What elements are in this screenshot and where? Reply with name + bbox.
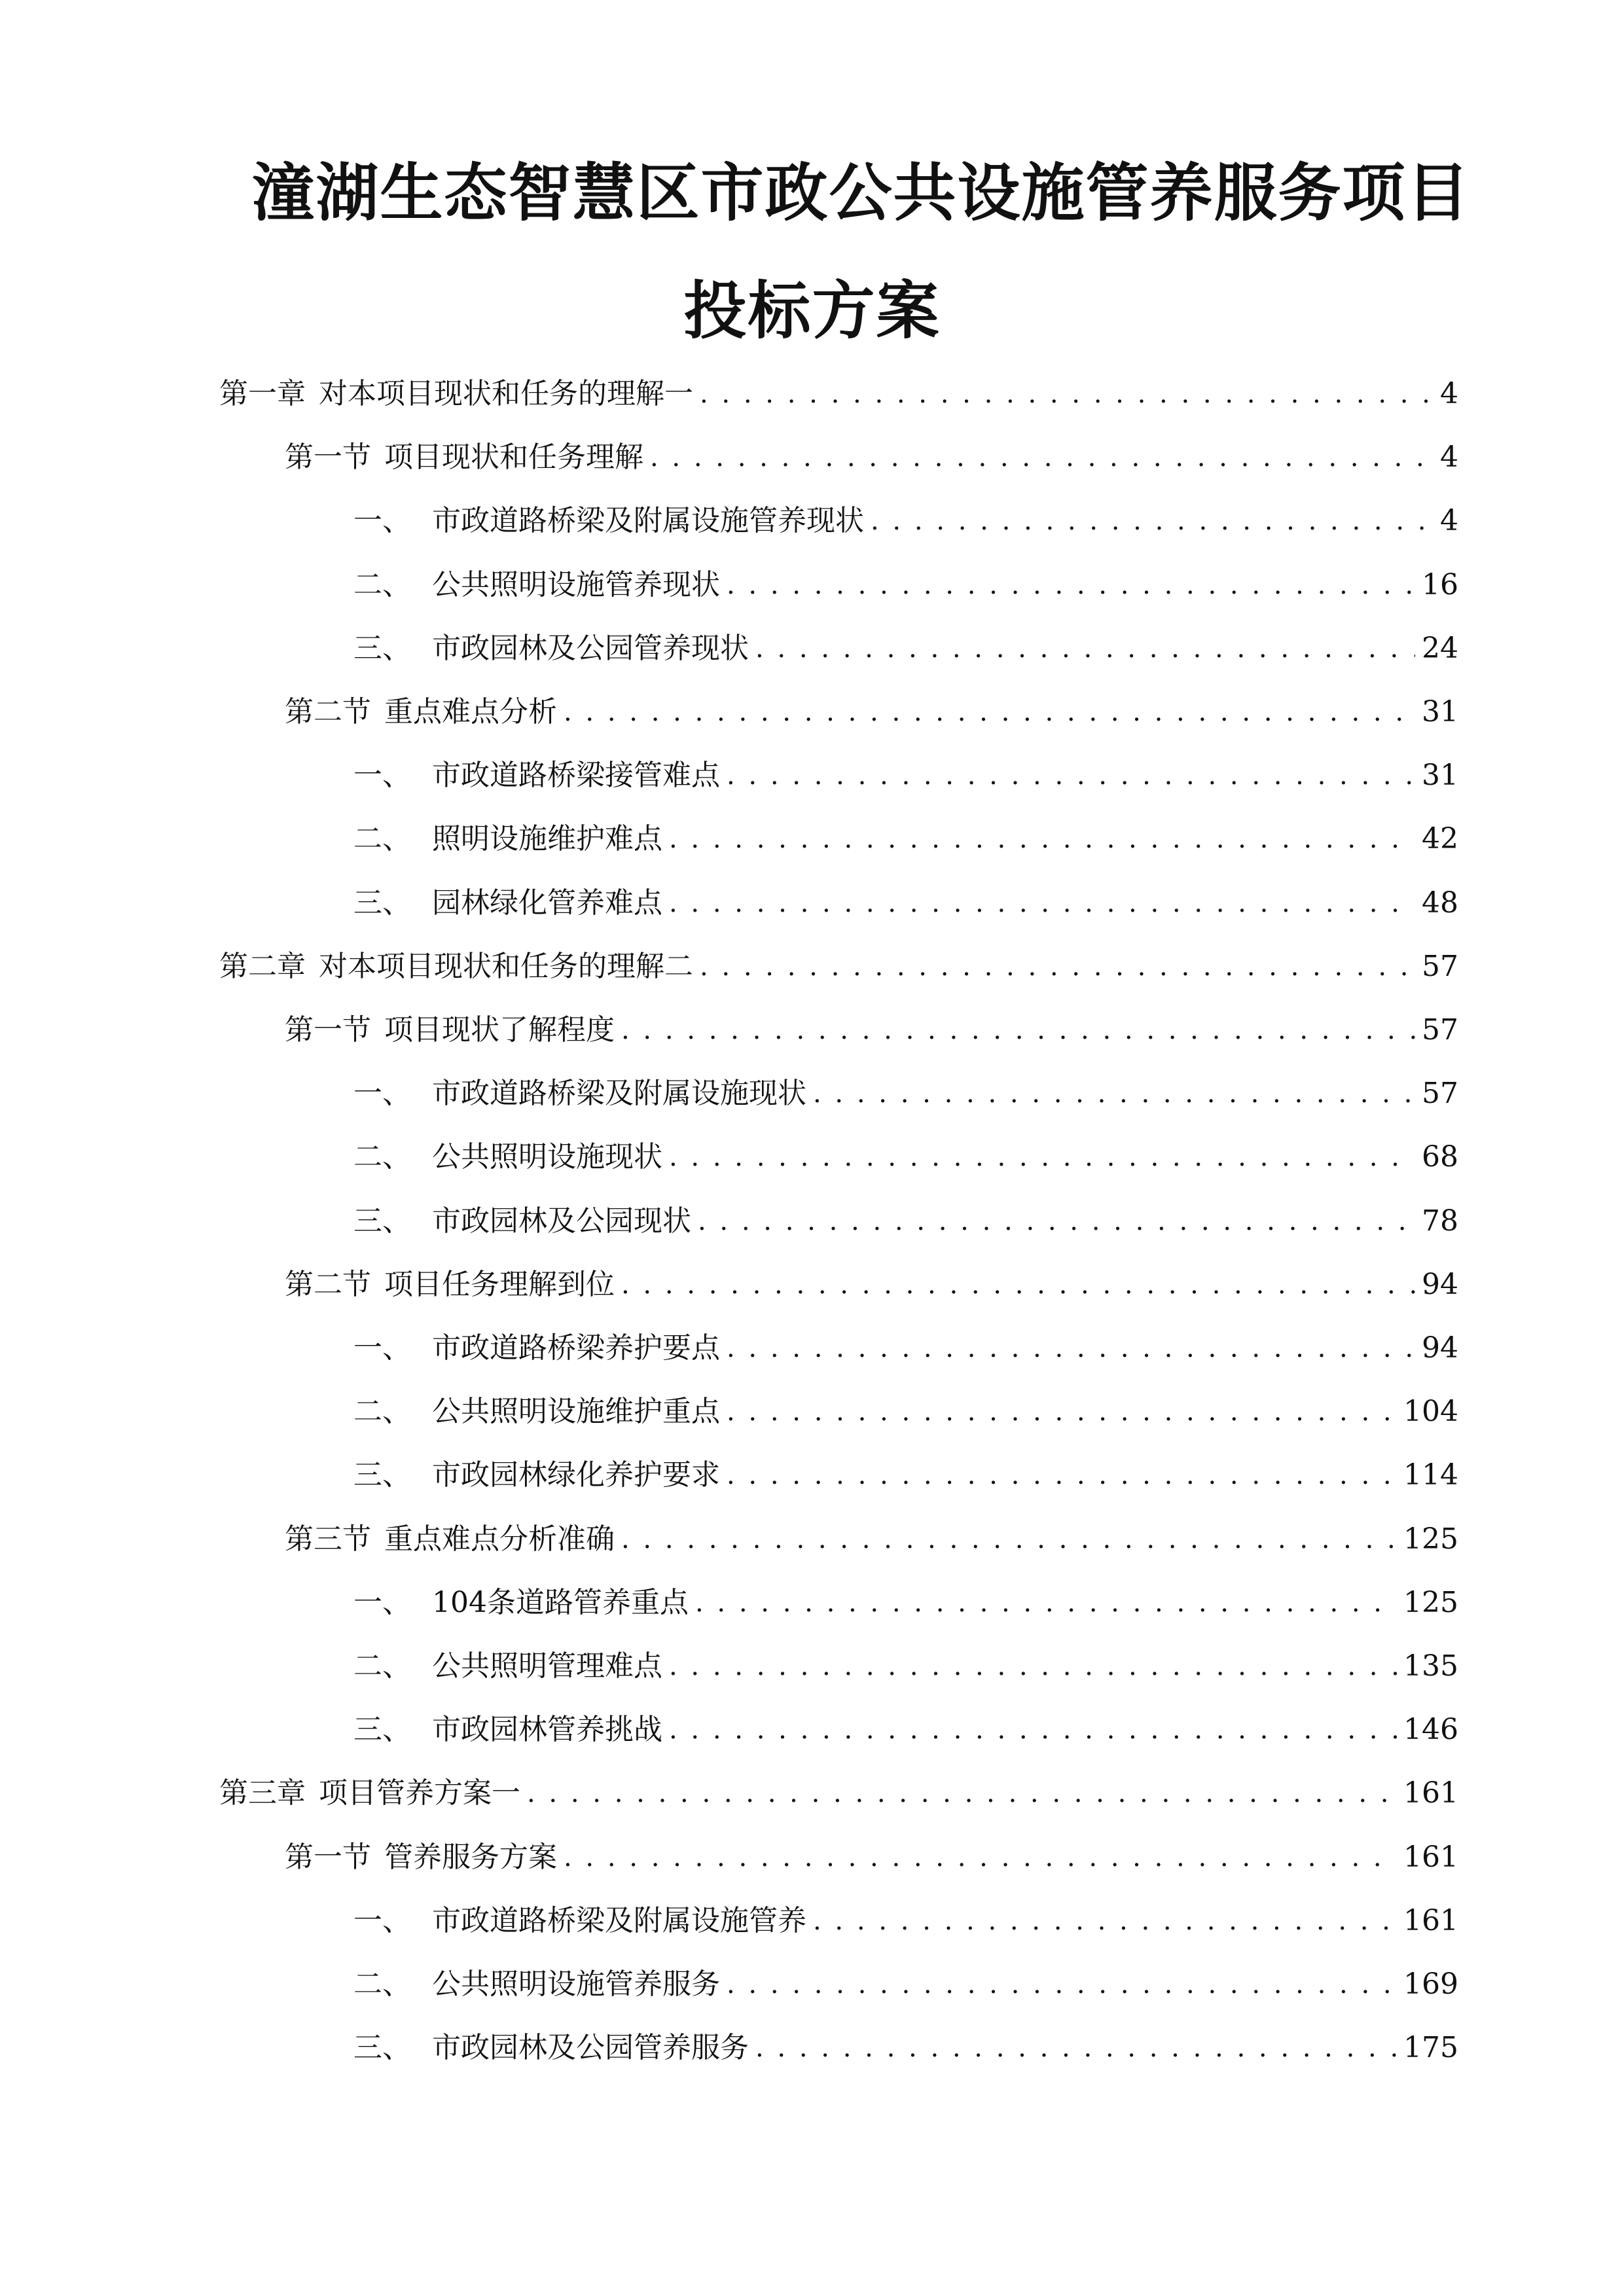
toc-entry[interactable] (353, 1456, 1458, 1495)
toc-entry[interactable] (353, 2028, 1458, 2068)
toc-entry-title: 园林绿化管养难点 (432, 886, 662, 920)
toc-entry-number: 三、 (353, 1458, 411, 1492)
toc-entry-number: 第二节 (285, 695, 371, 728)
toc-entry-number: 第二节 (285, 1267, 371, 1301)
toc-dot-leader (564, 692, 1415, 732)
toc-entry-title: 市政道路桥梁及附属设施管养现状 (432, 504, 864, 538)
toc-entry-page-number: 31 (1422, 759, 1458, 793)
toc-entry-title: 市政园林绿化养护要求 (432, 1458, 720, 1492)
toc-dot-leader (755, 2028, 1397, 2068)
toc-entry-number: 三、 (353, 631, 411, 665)
toc-dot-leader (621, 1011, 1415, 1050)
toc-entry-title: 对本项目现状和任务的理解一 (319, 377, 693, 410)
toc-entry-number: 第一节 (285, 1840, 371, 1874)
toc-dot-leader (727, 1965, 1397, 2004)
toc-entry[interactable] (353, 1138, 1458, 1177)
toc-entry-page-number: 4 (1440, 440, 1458, 475)
toc-entry-title: 管养服务方案 (384, 1840, 557, 1874)
toc-entry-number: 二、 (353, 822, 411, 856)
toc-entry-title: 市政道路桥梁及附属设施现状 (432, 1077, 806, 1111)
toc-entry-title: 公共照明设施现状 (432, 1140, 662, 1174)
toc-entry[interactable] (353, 1392, 1458, 1431)
toc-entry[interactable] (353, 1710, 1458, 1749)
toc-entry-title: 市政道路桥梁及附属设施管养 (432, 1903, 806, 1937)
toc-entry-title: 公共照明设施管养现状 (432, 567, 720, 601)
toc-entry-page-number: 4 (1440, 377, 1458, 410)
toc-entry-title: 104条道路管养重点 (432, 1585, 689, 1619)
toc-entry-title: 市政道路桥梁养护要点 (432, 1331, 720, 1365)
toc-entry-title: 市政道路桥梁接管难点 (432, 759, 720, 793)
toc-entry-number: 一、 (353, 1077, 411, 1111)
toc-entry-number: 三、 (353, 2031, 411, 2065)
toc-entry-number: 三、 (353, 1204, 411, 1238)
toc-entry-title: 重点难点分析准确 (384, 1522, 615, 1556)
toc-entry-page-number: 94 (1422, 1331, 1458, 1365)
toc-entry[interactable] (285, 1520, 1458, 1559)
toc-entry[interactable] (353, 1329, 1458, 1368)
toc-entry-page-number: 78 (1422, 1204, 1458, 1238)
toc-entry[interactable] (353, 1202, 1458, 1241)
toc-entry[interactable] (285, 692, 1458, 732)
toc-dot-leader (564, 1838, 1397, 1877)
toc-entry[interactable] (353, 629, 1458, 668)
toc-entry-page-number: 175 (1403, 2031, 1458, 2065)
toc-entry[interactable] (219, 947, 1458, 986)
toc-entry-page-number: 125 (1403, 1585, 1458, 1619)
document-subtitle: 投标方案 (683, 274, 941, 348)
toc-entry[interactable] (353, 501, 1458, 541)
toc-entry-page-number: 146 (1403, 1713, 1458, 1747)
toc-entry-number: 第三节 (285, 1522, 371, 1556)
toc-entry-page-number: 169 (1403, 1967, 1458, 2001)
toc-entry-title: 项目管养方案一 (319, 1776, 520, 1810)
toc-entry-title: 公共照明管理难点 (432, 1649, 662, 1683)
toc-entry-page-number: 114 (1403, 1458, 1458, 1492)
toc-entry-number: 第一章 (219, 377, 306, 410)
toc-entry-title: 项目现状和任务理解 (384, 440, 643, 475)
toc-entry-page-number: 161 (1403, 1840, 1458, 1874)
toc-entry-number: 第三章 (219, 1776, 306, 1810)
toc-entry-page-number: 42 (1422, 822, 1458, 856)
toc-entry-number: 一、 (353, 504, 411, 538)
toc-entry-number: 一、 (353, 1331, 411, 1365)
toc-dot-leader (813, 1074, 1415, 1113)
toc-dot-leader (700, 947, 1415, 986)
toc-dot-leader (813, 1901, 1397, 1941)
toc-entry[interactable] (353, 884, 1458, 923)
toc-entry[interactable] (353, 1583, 1458, 1623)
toc-dot-leader (700, 374, 1432, 414)
toc-dot-leader (669, 1710, 1397, 1749)
toc-dot-leader (621, 1265, 1415, 1304)
toc-entry-title: 公共照明设施维护重点 (432, 1395, 720, 1429)
toc-entry[interactable] (219, 1774, 1458, 1813)
toc-entry[interactable] (353, 1965, 1458, 2004)
toc-entry-page-number: 135 (1403, 1649, 1458, 1683)
toc-dot-leader (727, 756, 1415, 795)
toc-entry[interactable] (353, 819, 1458, 859)
toc-entry-page-number: 57 (1422, 1013, 1458, 1047)
toc-entry-title: 照明设施维护难点 (432, 822, 662, 856)
toc-entry-page-number: 125 (1403, 1522, 1458, 1556)
toc-dot-leader (727, 565, 1415, 605)
toc-entry-number: 第一节 (285, 1013, 371, 1047)
toc-entry-title: 市政园林及公园管养现状 (432, 631, 749, 665)
toc-entry-page-number: 16 (1422, 567, 1458, 601)
toc-dot-leader (669, 1647, 1397, 1686)
toc-entry-page-number: 31 (1422, 695, 1458, 728)
toc-dot-leader (698, 1202, 1415, 1241)
toc-dot-leader (669, 1138, 1415, 1177)
toc-entry-number: 二、 (353, 1967, 411, 2001)
document-title: 潼湖生态智慧区市政公共设施管养服务项目 (251, 156, 1471, 230)
toc-dot-leader (669, 884, 1415, 923)
toc-entry-number: 三、 (353, 886, 411, 920)
toc-entry-title: 公共照明设施管养服务 (432, 1967, 720, 2001)
toc-entry-number: 一、 (353, 1903, 411, 1937)
toc-entry-number: 第二章 (219, 949, 306, 983)
toc-entry-number: 第一节 (285, 440, 371, 475)
toc-dot-leader (727, 1456, 1397, 1495)
toc-entry[interactable] (219, 374, 1458, 414)
toc-dot-leader (621, 1520, 1397, 1559)
toc-entry[interactable] (353, 1074, 1458, 1113)
toc-entry-page-number: 161 (1403, 1776, 1458, 1810)
toc-entry-page-number: 161 (1403, 1903, 1458, 1937)
toc-entry-title: 市政园林管养挑战 (432, 1713, 662, 1747)
toc-entry-number: 三、 (353, 1713, 411, 1747)
toc-entry-page-number: 57 (1422, 949, 1458, 983)
toc-entry-number: 二、 (353, 1140, 411, 1174)
toc-entry-page-number: 94 (1422, 1267, 1458, 1301)
toc-dot-leader (727, 1392, 1397, 1431)
toc-dot-leader (527, 1774, 1397, 1813)
toc-entry-title: 项目现状了解程度 (384, 1013, 615, 1047)
toc-entry-title: 对本项目现状和任务的理解二 (319, 949, 693, 983)
toc-dot-leader (727, 1329, 1415, 1368)
toc-entry[interactable] (353, 1901, 1458, 1941)
toc-dot-leader (669, 819, 1415, 859)
toc-entry-title: 重点难点分析 (384, 695, 557, 728)
toc-entry-number: 一、 (353, 759, 411, 793)
toc-dot-leader (650, 438, 1432, 477)
toc-entry-title: 市政园林及公园现状 (432, 1204, 691, 1238)
toc-entry[interactable] (285, 1011, 1458, 1050)
toc-entry-number: 二、 (353, 567, 411, 601)
toc-entry-page-number: 24 (1422, 631, 1458, 665)
toc-entry-page-number: 48 (1422, 886, 1458, 920)
toc-entry[interactable] (285, 1838, 1458, 1877)
toc-entry[interactable] (353, 565, 1458, 605)
toc-dot-leader (755, 629, 1415, 668)
toc-entry-title: 市政园林及公园管养服务 (432, 2031, 749, 2065)
toc-dot-leader (695, 1583, 1397, 1623)
toc-entry-number: 一、 (353, 1585, 411, 1619)
toc-entry-number: 二、 (353, 1649, 411, 1683)
toc-entry[interactable] (353, 756, 1458, 795)
toc-entry[interactable] (285, 438, 1458, 477)
toc-entry-number: 二、 (353, 1395, 411, 1429)
toc-entry[interactable] (353, 1647, 1458, 1686)
toc-entry-page-number: 104 (1403, 1395, 1458, 1429)
toc-entry-page-number: 57 (1422, 1077, 1458, 1111)
toc-entry-page-number: 4 (1440, 504, 1458, 538)
toc-dot-leader (871, 501, 1432, 541)
toc-entry-title: 项目任务理解到位 (384, 1267, 615, 1301)
toc-entry-page-number: 68 (1422, 1140, 1458, 1174)
toc-entry[interactable] (285, 1265, 1458, 1304)
